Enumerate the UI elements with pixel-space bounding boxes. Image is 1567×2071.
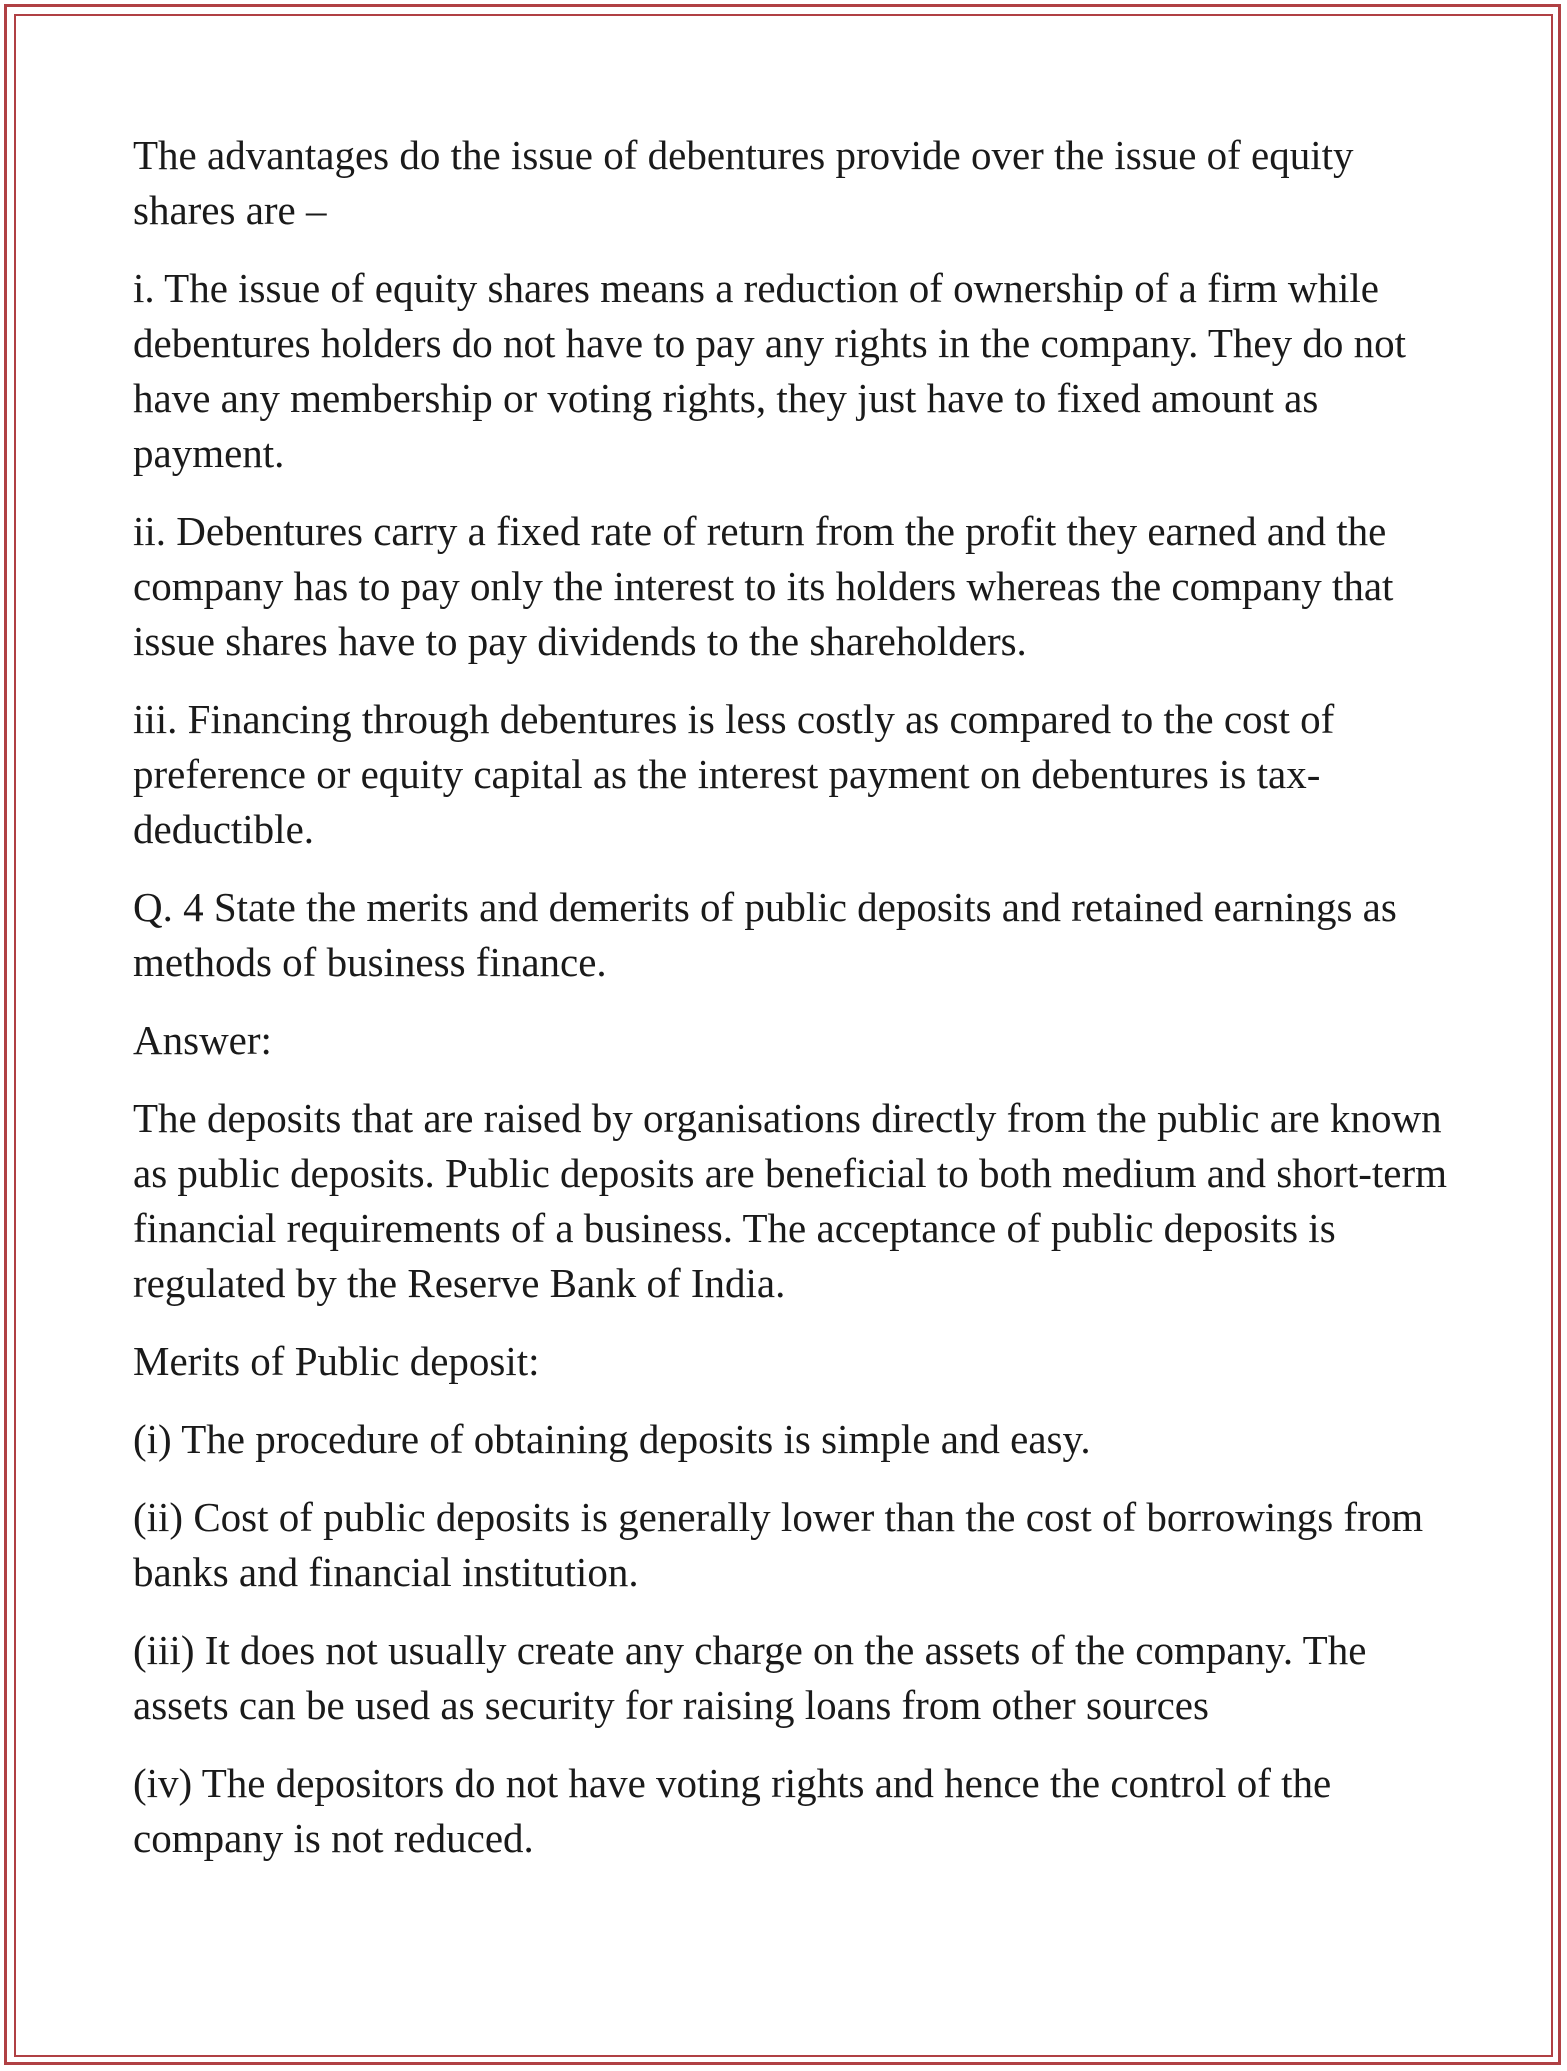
question-4: Q. 4 State the merits and demerits of public deposits and retained earnings as methods of business finance. (133, 884, 1397, 985)
merit-ii: (ii) Cost of public deposits is generally lower than the cost of borrowings from banks and financial institution. (133, 1494, 1424, 1595)
merit-i: (i) The procedure of obtaining deposits is simple and easy. (133, 1416, 1091, 1462)
point-i-paragraph: i. The issue of equity shares means a reduction of ownership of a firm while debentures holders do not have to pay any rights in the company. They do not have any membership or voting rights, they just have to fixed amount as payment. (133, 265, 1407, 476)
document-body (133, 128, 1463, 1889)
public-deposits-paragraph: The deposits that are raised by organisations directly from the public are known as public deposits. Public deposits are beneficial to both medium and short-term financial requirements of a business. The acceptance of public deposits is regulated by the Reserve Bank of India. (133, 1095, 1448, 1306)
answer-label: Answer: (133, 1017, 272, 1063)
merit-iii: (iii) It does not usually create any charge on the assets of the company. The assets can be used as security for raising loans from other sources (133, 1627, 1367, 1728)
point-iii-paragraph: iii. Financing through debentures is less costly as compared to the cost of preference or equity capital as the interest payment on debentures is tax-deductible. (133, 696, 1335, 852)
point-ii-paragraph: ii. Debentures carry a fixed rate of return from the profit they earned and the company has to pay only the interest to its holders whereas the company that issue shares have to pay dividends to the shareholders. (133, 508, 1394, 664)
merit-iv: (iv) The depositors do not have voting rights and hence the control of the company is not reduced. (133, 1760, 1332, 1861)
intro-paragraph: The advantages do the issue of debentures provide over the issue of equity shares are – (133, 132, 1354, 233)
merits-heading: Merits of Public deposit: (133, 1338, 540, 1384)
